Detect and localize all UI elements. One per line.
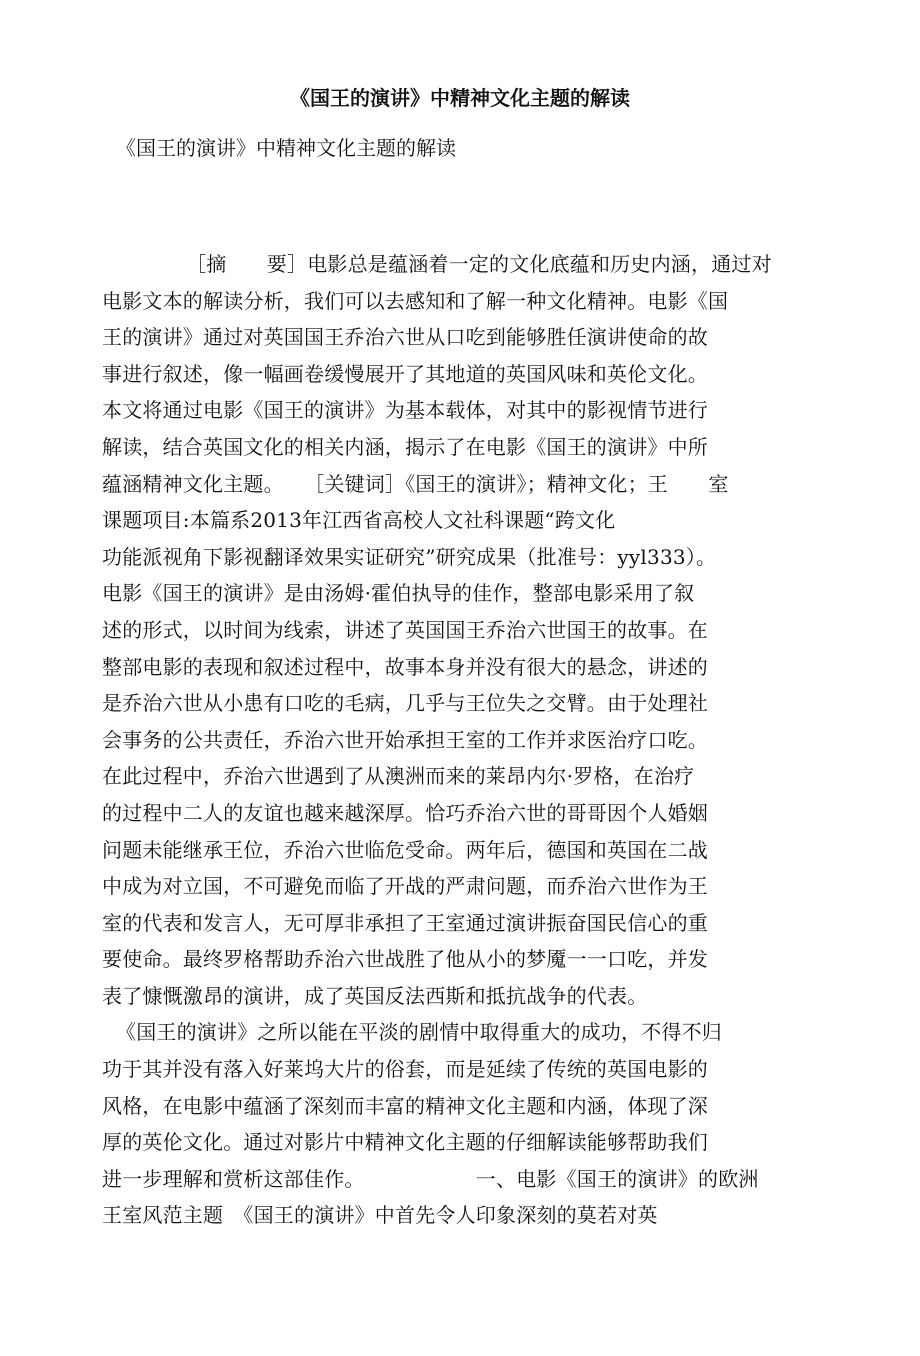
body-line-9: 中成为对立国，不可避免而临了开战的严肃问题，而乔治六世作为王	[102, 874, 708, 899]
body-line-8: 问题未能继承王位，乔治六世临危受命。两年后，德国和英国在二战	[102, 837, 708, 862]
abstract-line-3: 王的演讲》通过对英国国王乔治六世从口吃到能够胜任演讲使命的故	[102, 325, 708, 350]
body-line-12: 表了慷慨激昂的演讲，成了英国反法西斯和抵抗战争的代表。	[102, 983, 648, 1008]
document-title: 《国王的演讲》中精神文化主题的解读	[290, 86, 630, 110]
paragraph-2-line-2: 功于其并没有落入好莱坞大片的俗套，而是延续了传统的英国电影的	[102, 1057, 708, 1082]
abstract-line-4: 事进行叙述，像一幅画卷缓慢展开了其地道的英国风味和英伦文化。	[102, 361, 708, 386]
paragraph-2-line-3: 风格，在电影中蕴涵了深刻而丰富的精神文化主题和内涵，体现了深	[102, 1093, 708, 1118]
document-subtitle: 《国王的演讲》中精神文化主题的解读	[116, 136, 456, 160]
abstract-line-6: 解读，结合英国文化的相关内涵，揭示了在电影《国王的演讲》中所	[102, 434, 708, 459]
body-line-10: 室的代表和发言人，无可厚非承担了王室通过演讲振奋国民信心的重	[102, 910, 708, 935]
body-line-3: 整部电影的表现和叙述过程中，故事本身并没有很大的悬念，讲述的	[102, 654, 708, 679]
body-line-5: 会事务的公共责任，乔治六世开始承担王室的工作并求医治疗口吃。	[102, 727, 708, 752]
body-line-1: 电影《国王的演讲》是由汤姆·霍伯执导的佳作，整部电影采用了叙	[102, 581, 695, 606]
section-start-line: 王室风范主题 《国王的演讲》中首先令人印象深刻的莫若对英	[102, 1203, 658, 1228]
paragraph-2-line-1: 《国王的演讲》之所以能在平淡的剧情中取得重大的成功，不得不归	[116, 1020, 722, 1045]
body-line-2: 述的形式，以时间为线索，讲述了英国国王乔治六世国王的故事。在	[102, 617, 708, 642]
body-line-11: 要使命。最终罗格帮助乔治六世战胜了他从小的梦魇一一口吃，并发	[102, 947, 708, 972]
keywords-line: 蕴涵精神文化主题。 ［关键词］《国王的演讲》；精神文化；王 室	[102, 471, 729, 496]
paragraph-2-line-4: 厚的英伦文化。通过对影片中精神文化主题的仔细解读能够帮助我们	[102, 1130, 708, 1155]
document-body	[102, 246, 832, 1234]
section-heading-line: 进一步理解和赏析这部佳作。 一、电影《国王的演讲》的欧洲	[102, 1166, 759, 1191]
abstract-line-1: ［摘 要］电影总是蕴涵着一定的文化底蕴和历史内涵，通过对	[186, 252, 772, 276]
body-line-7: 的过程中二人的友谊也越来越深厚。恰巧乔治六世的哥哥因个人婚姻	[102, 800, 708, 825]
project-line-2: 功能派视角下影视翻译效果实证研究”研究成果（批准号：yyl333）。	[102, 544, 717, 569]
body-line-4: 是乔治六世从小患有口吃的毛病，几乎与王位失之交臂。由于处理社	[102, 691, 708, 716]
project-line-1: 课题项目:本篇系2013年江西省高校人文社科课题“跨文化	[102, 508, 616, 533]
abstract-line-5: 本文将通过电影《国王的演讲》为基本载体，对其中的影视情节进行	[102, 398, 708, 423]
body-line-6: 在此过程中，乔治六世遇到了从澳洲而来的莱昂内尔·罗格，在治疗	[102, 764, 695, 789]
abstract-line-2: 电影文本的解读分析，我们可以去感知和了解一种文化精神。电影《国	[102, 288, 729, 313]
